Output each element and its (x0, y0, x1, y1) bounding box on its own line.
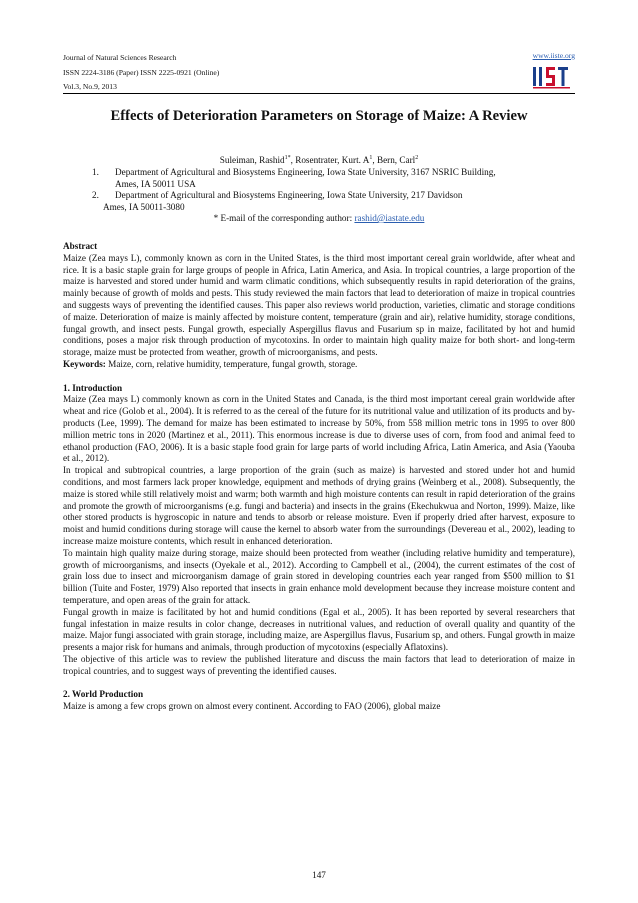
header-rule (63, 93, 575, 94)
website-link[interactable]: www.iiste.org (532, 51, 575, 60)
section-heading: 1. Introduction (63, 382, 123, 393)
paragraph: In tropical and subtropical countries, a large proportion of the grain (such as maize) is harvested and stored under hot and humid conditions, and most farmers lack proper knowledge, equipment and methods of drying grains (Weinberg et al., 2008). Subsequently, the maize is stored while still relatively moist and warm; both warmth and high moisture contents can result in rapid deterioration of the grains and promote the growth of microorganisms (e.g. fungi and bacteria) and insects in the grains (Ekechukwua and Norton, 1999). Maize, like other stored products is hygroscopic in nature and tends to absorb or release moisture. Even if properly dried after harvest, exposure to moist and humid conditions during storage will cause the kernel to absorb water from the surroundings (Devereau et al., 2002), leading to increase maize moisture contents, which result in enhanced deterioration. (63, 465, 575, 546)
affiliation-number: 2. (92, 190, 99, 200)
journal-issn: ISSN 2224-3186 (Paper) ISSN 2225-0921 (Online) (63, 68, 220, 77)
section-heading: 2. World Production (63, 689, 144, 700)
author-1: Suleiman, Rashid (219, 155, 285, 166)
abstract-heading: Abstract (63, 241, 98, 251)
paragraph: The objective of this article was to review the published literature and discuss the main factors that lead to deterioration of maize in tropical countries, and to suggest ways of preventing the identified causes. (63, 653, 575, 676)
journal-name: Journal of Natural Sciences Research (63, 53, 177, 62)
journal-volume: Vol.3, No.9, 2013 (63, 82, 117, 91)
affiliation-text-cont: Ames, IA 50011 USA (115, 178, 196, 189)
affiliation-text: Department of Agricultural and Biosystems Engineering, Iowa State University, 3167 NSRIC Building, (115, 167, 496, 177)
author-line (63, 155, 575, 165)
paragraph: Maize (Zea mays L) commonly known as corn in the United States and Canada, is the third most important cereal grain worldwide after wheat and rice (Golob et al., 2004). It is referred to as the cereal of the future for its nutritional value and utilization of its products and by-products (Lee, 1999). The demand for maize has been estimated to increase by 50%, from 558 million metric tons in 1995 to over 800 million metric tons in 2020 (Martinez et al., 2011). This enormous increase is due to diverse uses of corn, from food and animal feed to ethanol production (FAO, 2006). It is a basic staple food grain for large parts of world including Africa, Latin America, and Asia (Yaouba et al., 2012). (63, 394, 575, 464)
paragraph: Fungal growth in maize is facilitated by hot and humid conditions (Egal et al., 2005). It has been reported by several researchers that fungal infestation in maize results in color change, decreases in nutritional values, and reduction of overall quality and quantity of the maize. Major fungi associated with grain storage, including maize, are Aspergillus flavus, Fusarium sp, and others. Fungal growth in maize presents a major risk for humans and animals, through production of mycotoxins (especially Aflatoxins). (63, 606, 575, 653)
email-label: * E-mail of the corresponding author: (213, 213, 355, 223)
affiliation-number: 1. (92, 167, 99, 177)
abstract-text: Maize (Zea mays L), commonly known as corn in the United States, is the third most important cereal grain worldwide, after wheat and rice. It is a basic staple grain for large groups of people in Africa, Latin America, and Asia. In tropical countries, a large proportion of the maize is harvested and stored under humid and warm climatic conditions, which subsequently results in rapid deterioration of the grains, mainly because of growth of molds and pests. This study reviewed the main factors that lead to deterioration of maize in tropical countries and suggests ways of preventing the identified causes. This paper also reviews world production, varieties, climatic and storage conditions of maize. Deterioration of maize is mainly affected by moisture content, temperature (grain and air), relative humidity, storage conditions, fungal growth, and insect pests. Fungal growth, especially Aspergillus flavus and Fusarium sp in maize, facilitated by hot and humid conditions, poses a major risk through production of mycotoxins. In order to maintain high quality maize for both short- and long-term storage, maize must be protected from weather, growth of microorganisms, and pests. (63, 252, 575, 358)
author-1-sup: 1* (284, 155, 291, 161)
author-2: , Rosentrater, Kurt. A (290, 155, 370, 166)
author-3: , Bern, Carl (372, 155, 416, 166)
keywords-text: Maize, corn, relative humidity, temperature, fungal growth, storage. (105, 358, 358, 369)
keywords-label: Keywords: (63, 358, 106, 369)
email-link[interactable]: rashid@iastate.edu (354, 213, 425, 223)
paragraph: To maintain high quality maize during storage, maize should been protected from weather (including relative humidity and temperature), growth of microorganisms, and insects (Oyekale et al., 2012). According to Campbell et al., (2004), the current estimates of the cost of grain loss due to insect and microorganism damage of grain stored in developing countries each year ranged from $500 million to $1 billion (Tuite and Foster, 1979) Also reported that insects in grain enhance mold development because they increase moisture content and temperature, and open areas of the grain for attack. (63, 547, 575, 605)
keywords (63, 359, 575, 371)
article-body (63, 241, 575, 713)
author-2-sup: 1 (369, 155, 373, 161)
paragraph: Maize is among a few crops grown on almost every continent. According to FAO (2006), global maize (63, 701, 441, 712)
corresponding-email (63, 213, 575, 223)
page-number: 147 (312, 870, 326, 880)
affiliation-text-cont: Ames, IA 50011-3080 (103, 201, 185, 212)
iiste-logo (530, 64, 573, 90)
article-title: Effects of Deterioration Parameters on Storage of Maize: A Review (110, 108, 528, 124)
author-3-sup: 2 (415, 155, 419, 161)
affiliation-text: Department of Agricultural and Biosystems Engineering, Iowa State University, 217 Davidson (115, 190, 463, 200)
